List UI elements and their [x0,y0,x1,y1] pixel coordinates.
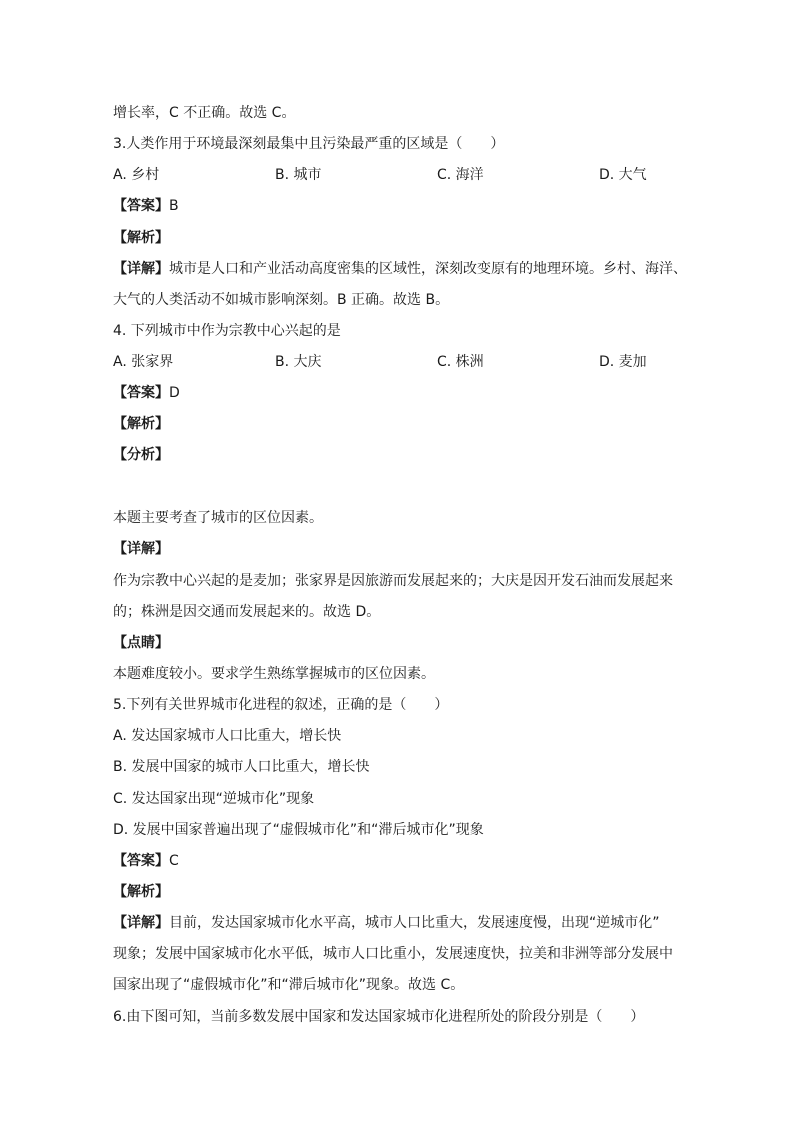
q5-option-c: C. 发达国家出现“逆城市化”现象 [113,791,315,807]
q3-analysis-tag: 【解析】 [113,230,169,246]
answer-tag: 【答案】 [113,853,169,869]
detail-text: 目前，发达国家城市化水平高，城市人口比重大，发展速度慢，出现“逆城市化” [169,915,660,931]
q5-analysis-tag: 【解析】 [113,884,169,900]
q5-detail-line-3: 国家出现了“虚假城市化”和“滞后城市化”现象。故选 C。 [113,977,465,993]
q5-answer [113,851,179,871]
q3-option-d: D. 大气 [599,167,647,183]
q3-detail-line-2: 大气的人类活动不如城市影响深刻。B 正确。故选 B。 [113,292,450,308]
detail-tag: 【详解】 [113,261,169,277]
question-5: 5.下列有关世界城市化进程的叙述，正确的是（ ） [113,697,449,713]
q4-dianjing-text: 本题难度较小。要求学生熟练掌握城市的区位因素。 [113,666,435,682]
q4-fenxi-text: 本题主要考查了城市的区位因素。 [113,510,323,526]
q4-analysis-tag: 【解析】 [113,416,169,432]
question-3: 3.人类作用于环境最深刻最集中且污染最严重的区域是（ ） [113,136,505,152]
q4-detail-line-1: 作为宗教中心兴起的是麦加；张家界是因旅游而发展起来的；大庆是因开发石油而发展起来 [113,573,673,589]
question-6: 6.由下图可知，当前多数发展中国家和发达国家城市化进程所处的阶段分别是（ ） [113,1009,645,1025]
q3-option-a: A. 乡村 [113,167,160,183]
q4-detail-tag: 【详解】 [113,541,169,557]
q3-answer [113,196,179,216]
q5-option-d: D. 发展中国家普遍出现了“虚假城市化”和“滞后城市化”现象 [113,822,484,838]
q4-option-d: D. 麦加 [599,354,647,370]
q4-dianjing-tag: 【点睛】 [113,635,169,651]
q5-detail-line-2: 现象；发展中国家城市化水平低，城市人口比重小，发展速度快，拉美和非洲等部分发展中 [113,946,673,962]
q4-fenxi-tag: 【分析】 [113,447,169,463]
q3-option-b: B. 城市 [275,167,322,183]
answer-value: C [169,853,179,869]
q3-detail-line-1 [113,259,687,279]
q3-option-c: C. 海洋 [437,167,484,183]
q4-option-b: B. 大庆 [275,354,322,370]
q4-option-c: C. 株洲 [437,354,484,370]
detail-tag: 【详解】 [113,915,169,931]
q4-answer [113,383,180,403]
answer-value: B [169,198,179,214]
answer-tag: 【答案】 [113,385,169,401]
q4-option-a: A. 张家界 [113,354,174,370]
detail-text: 城市是人口和产业活动高度密集的区域性，深刻改变原有的地理环境。乡村、海洋、 [169,261,687,277]
answer-value: D [169,385,180,401]
q5-option-b: B. 发展中国家的城市人口比重大，增长快 [113,759,370,775]
q4-detail-line-2: 的；株洲是因交通而发展起来的。故选 D。 [113,604,381,620]
text-line: 增长率，C 不正确。故选 C。 [113,105,296,121]
q5-detail-line-1 [113,913,660,933]
answer-tag: 【答案】 [113,198,169,214]
question-4: 4. 下列城市中作为宗教中心兴起的是 [113,323,341,339]
q5-option-a: A. 发达国家城市人口比重大，增长快 [113,728,342,744]
